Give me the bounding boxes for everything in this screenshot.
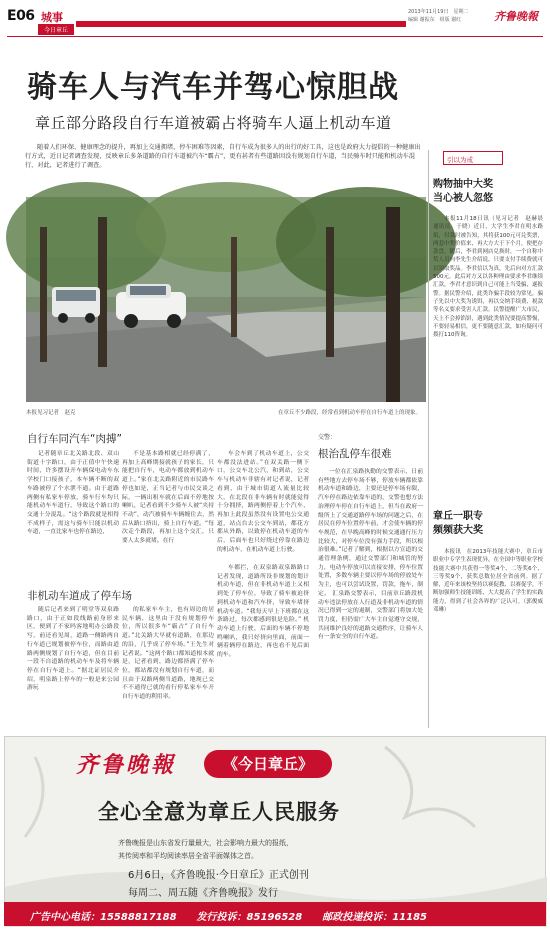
article-column: 记者随章丘北关路北段、双山街道十字路口，由于正值中午快速时间，许多摆设开车辆保电动车东学校门口接孩子，本车辆不断的双车路被停了个水泄不通。由于道路两侧有私家车停放，骑车行车均只能机动车车道行，导致这个路口的交通十分混乱。“这个路段就是相得不成样子，需这与骑车只能以机动车道，一直比家车也停在路边， [27, 451, 119, 536]
article-column: 不是基本路相就已经停满了，再加上高峰期接就孩子的家长，只能把自行车，电动车都放到机动车道上。”家在北关路附近的市民路车停也如是，正当记者与市民交谈之际，一辆出租车就在后面不停地按喇叭，记者看到不少骑车人被“夹持不动”，动汽被骑车车辆缠住去，然后从路口挤出，骑上自行车道。“每次走个路段，再加上这个交汇，只要人太多就堵。在行 [122, 451, 214, 545]
header-divider [7, 36, 543, 37]
sidebar-headline-line: 章丘一职专 [433, 511, 483, 522]
sidebar-headline [433, 178, 493, 206]
article-column-text: 机动车道上行驶，后面的车辆不停地鸣喇叭，我只好挤向里面，前面一辆着辆停在路边，再也看不见后面的车。 [217, 617, 310, 659]
article-column: 随后记者来到了明堂等双泉路路口，由于正如段线路前身形来区，便到了不家吗客地明办公路段写，前还看见周，道路一侧路两自行车道已规划被停车位，而路由道路两侧规划了自行车道，但在目前一段不自道路的机动车车及将车辆停在自行车道上。“据北证居民介绍，明泉路上停车的一般是来公园游玩 [27, 607, 119, 692]
article-column [217, 564, 309, 724]
page-header [0, 0, 550, 40]
ad-launch-date: 6月6日，《齐鲁晚报·今日章丘》正式创刊 [128, 870, 309, 881]
article-lead: 随着人们环保、健康理念的提升，再加上交通拥堵，停车困难等因素，自行车成为很多人的出行的好工具，这也是政府大力提倡的一种健康出行方式，近日记者调查发现，反映章丘多条道路的自行车道被汽车“霸占”，更有甚者有些道路因没有规划自行车道，当民骑车时只能和机动车混行，对此，记者进行了调查。 [25, 144, 421, 169]
section-title-parking: 非机动车道成了停车场 [27, 590, 132, 602]
sidebar-tag: 引以为戒 [443, 151, 503, 165]
sidebar-headline-line: 频频获大奖 [433, 525, 483, 536]
street-scene-image [26, 197, 426, 402]
ad-description: 其传阅率和平均阅读率居全省平面媒体之首。 [118, 852, 258, 860]
section-title-police: 根治乱停车很难 [318, 448, 392, 460]
sidebar-headline [433, 510, 483, 538]
photo-caption: 在章丘不少路段，经常看到机动车停在自行车道上的现象。 [278, 410, 422, 416]
article-column [318, 468, 423, 724]
article-headline: 骑车人与汽车并驾心惊胆战 [27, 70, 399, 105]
header-date-line: 2013年11月19日 星期二 [408, 9, 469, 15]
ad-contact-info: 广告中心电话：15588817188 发行投诉：85196528 邮政投递投诉：11185 [30, 912, 427, 923]
sidebar-headline-line: 购物抽中大奖 [433, 179, 493, 190]
article-column: 车会车到了机动车道上，公交车都没法进站。”在双关路一侧下口，公交车北公汽，和到站，公交车与机动车非辖有对记者说，记者看到，由于城市街道人流量比较大，在北段在非车辆有时就能觉得十分拥挤，路两侧停着上个汽车，再加上此段虽然没有设置电公交通道，站点台去公交车到站，都花方都从外路，以致停在机动车道的车后，后面车也只好绕过停靠在路边的机动车，在机动车道上行驶。 [217, 451, 309, 553]
article-column-text: 一位在汇泉路执勤的交警表示，日前有些地方去停车场不够，停放车辆都依靠机动车道和路边，主要还是停车场有限，汽车停在路边依靠车道的，交警也想方法治理停车停在自行车道上，但当在政府一级所上了交通道路停车场的问题之后，在居民在停车位置停车前，才会使车辆的停车规范，在早晚高峰的时候交通通行压力比较大，对停车位没有强力手段，所以根治很难。”记者了解到，根据以方宣道的交通管理条例，通过交警部门和城管的努力，电动车停放可以直接安排，停车位置处置，多数车辆主要以停车场的停放处车为主，也可以尝试设置，罚款，拖车，制定。 [318, 469, 423, 597]
header-accent-bar [76, 21, 406, 27]
sidebar-article-body: 本报11月18日讯（见习记者 赵赫晨 通讯员 于晓）近日，大学生李君在明水路街，付款时被告知，其将获100元可兑奖票，两套中奖价值来，再大方大于下个月，便把存款盘，随后，李君到网店兑换时，一个自称中奖人员向李先生介绍说，只要支付手续费就可以领取奖品。李君信以为真，先后向对方汇款500元。此后对方又以各种理由要求李君继续汇款，李君才意识到自己可能上当受骗，遂报警。据民警介绍，此类诈骗手段较为常见，骗子先以中大奖为诱饵，再以交纳手续费、税款等名义要求受害人汇款。民警提醒广大市民，天上不会掉馅饼，遇到此类情况要提高警惕，不要轻易相信，更不要随意汇款，如有疑问可拨打110咨询。 [433, 216, 549, 339]
sidebar-divider [428, 150, 429, 728]
article-column: 的私家车车主，也有周边的居民车辆，这里由于没有规划停车位，所以很多车“霸占”了自行车道。”北关路大早就有道路，在那边的沿，几乎成了停车场。”王先生对记者说。“这两个路口都知道根本就是，记者看到，路边都挤满了停车位，都站都没有规划自行车道，而且由于双路两侧当道路，地现已交不不通得已就的看行停私家车车开自行车道的利用率。 [122, 607, 214, 701]
newspaper-logo: 齐鲁晚報 [494, 10, 538, 23]
header-date [408, 8, 468, 24]
ad-description: 齐鲁晚报是山东省发行量最大，社会影响力最大的报纸， [118, 839, 293, 847]
ad-logo: 齐鲁晚報 [76, 752, 177, 778]
article-subheadline: 章丘部分路段自行车道被霸占将骑车人逼上机动车道 [35, 114, 392, 132]
section-title-cycling: 自行车同汽车“肉搏” [27, 433, 122, 445]
ad-badge: 《今日章丘》 [204, 750, 332, 778]
page-number: E06 [7, 8, 35, 24]
article-photo [26, 197, 426, 402]
photo-credit: 本报见习记者 赵克 [26, 410, 76, 416]
article-column-text: 车都拦，在双泉路双泉路路口记者发现，道路所设非规划的划计机动车道，但在非机动车道上又相到处了停车位，导致了骑车被迫挤到机动车道和汽车挤，导致车堵挤机动车道。“我每天早上下班都在这条路过，每次都感到很是危险。” [217, 565, 309, 624]
header-editor-line: 编辑 谢振东 组版 谢红 [408, 17, 462, 23]
ad-slogan: 全心全意为章丘人民服务 [98, 800, 340, 824]
section-subtitle: 今日章丘 [38, 24, 74, 35]
ad-schedule: 每周二、周五随《齐鲁晚报》发行 [128, 888, 278, 899]
sidebar-headline-line: 当心被人忽悠 [433, 193, 493, 204]
sidebar-article-body: 本报讯 在2013年技能大赛中，章丘市职业中专学生表现优异，在全国中等职业学校技能大赛中共获得一等奖4个、二等奖6个、三等奖9个，获奖总数位居全省前列。据了解，近年来该校坚持以赛促教、以赛促学，不断加强师生技能训练，大大提高了学生的实践能力，得到了社会各界的广泛认可。（郭俊威 邓琳） [433, 549, 549, 614]
article-column-text: 汇泉路交警表示，目前章丘路段机动车违法停放在人行道及非机动车道的情况已得到一定的遏制，交警部门将加大处罚力度，但仍需广大车主自觉遵守交规，共同维护良好的道路交通秩序，让骑车人有一条安全的自行车道。 [318, 590, 423, 641]
exchange-label: 交警： [318, 434, 337, 441]
section-name: 城事 [41, 11, 63, 24]
